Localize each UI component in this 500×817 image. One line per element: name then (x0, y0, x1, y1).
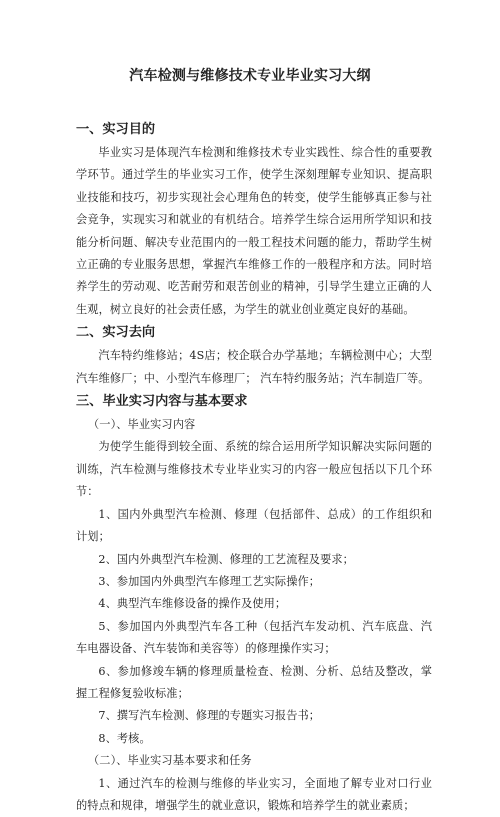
document-body (76, 118, 432, 817)
section-heading-content: 三、毕业实习内容与基本要求 (76, 394, 248, 410)
paragraph-content-intro: 为使学生能得到较全面、系统的综合运用所学知识解决实际问题的训练，汽车检测与维修技术专业毕业实习的内容一般应包括以下几个环节： (76, 440, 432, 499)
list-item: 1、国内外典型汽车检测、修理（包括部件、总成）的工作组织和计划； (76, 507, 432, 544)
list-item: 8、考核。 (98, 731, 151, 745)
document-title: 汽车检测与维修技术专业毕业实习大纲 (129, 68, 371, 84)
subsection-heading-requirements: （二）、毕业实习基本要求和任务 (88, 754, 252, 768)
list-item: 3、参加国内外典型汽车修理工艺实际操作； (98, 574, 321, 588)
paragraph-purpose: 毕业实习是体现汽车检测和维修技术专业实践性、综合性的重要教学环节。通过学生的毕业实习工作，使学生深刻理解专业知识、提高职业技能和技巧，初步实现社会心理角色的转变，使学生能够真正参与社会竞争，实现实习和就业的有机结合。培养学生综合运用所学知识和技能分析问题、解决专业范围内的一般工程技术问题的能力，帮助学生树立正确的专业服务思想，掌握汽车维修工作的一般程序和方法。同时培养学生的劳动观、吃苦耐劳和艰苦创业的精神，引导学生建立正确的人生观，树立良好的社会责任感，为学生的就业创业奠定良好的基础。 (76, 146, 432, 316)
list-item: 7、撰写汽车检测、修理的专题实习报告书； (98, 709, 321, 723)
list-item: 1、通过汽车的检测与维修的毕业实习，全面地了解专业对口行业的特点和规律，增强学生的就业意识，锻炼和培养学生的就业素质； (76, 776, 432, 812)
section-heading-destination: 二、实习去向 (76, 325, 156, 341)
list-item: 2、国内外典型汽车检测、修理的工艺流程及要求； (98, 552, 354, 566)
paragraph-destination: 汽车特约维修站；4S店；校企联合办学基地；车辆检测中心；大型汽车维修厂；中、小型汽车修理厂； 汽车特约服务站；汽车制造厂等。 (76, 349, 432, 385)
list-item: 5、参加国内外典型汽车各工种（包括汽车发动机、汽车底盘、汽车电器设备、汽车装饰和美容等）的修理操作实习； (76, 619, 432, 656)
list-item: 6、参加修竣车辆的修理质量检查、检测、分析、总结及整改，掌握工程修复验收标准； (76, 664, 432, 700)
subsection-heading-content: （一）、毕业实习内容 (88, 418, 196, 432)
list-item: 4、典型汽车维修设备的操作及使用； (98, 597, 287, 611)
section-heading-purpose: 一、实习目的 (76, 122, 156, 137)
